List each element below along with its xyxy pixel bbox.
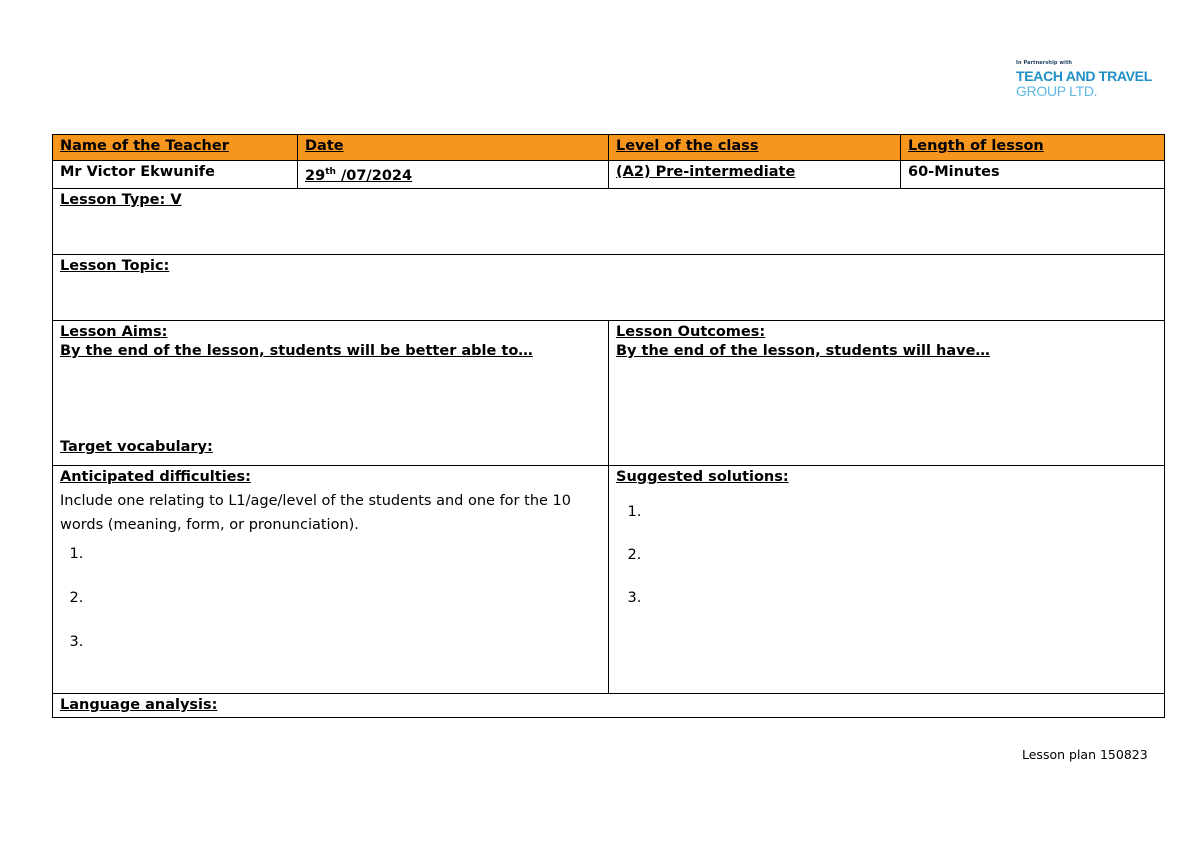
date-day: 29 xyxy=(305,167,326,184)
difficulties-solutions-row xyxy=(53,465,1165,693)
language-analysis-row xyxy=(53,693,1165,717)
difficulties-list xyxy=(60,545,601,677)
level-value: (A2) Pre-intermediate xyxy=(609,161,901,189)
date-suffix: th xyxy=(325,167,336,177)
teacher-value: Mr Victor Ekwunife xyxy=(53,161,298,189)
lesson-plan-table xyxy=(52,134,1165,718)
lesson-topic-cell xyxy=(53,254,1165,320)
difficulties-cell xyxy=(53,465,609,693)
partner-logo xyxy=(1016,60,1152,98)
difficulties-label: Anticipated difficulties: xyxy=(60,468,251,485)
target-vocabulary-label: Target vocabulary: xyxy=(60,438,213,455)
date-value xyxy=(298,161,609,189)
date-rest: /07/2024 xyxy=(335,167,413,184)
aims-outcomes-row xyxy=(53,320,1165,465)
difficulties-description: Include one relating to L1/age/level of the students and one for the 10 words (meaning, form, or pronunciation). xyxy=(60,492,571,533)
date-header: Date xyxy=(298,135,609,161)
solution-item xyxy=(646,546,1157,589)
lesson-type-row xyxy=(53,188,1165,254)
level-header: Level of the class xyxy=(609,135,901,161)
lesson-type-cell xyxy=(53,188,1165,254)
language-analysis-label: Language analysis: xyxy=(60,696,218,713)
lesson-aims-label: Lesson Aims: xyxy=(60,323,168,340)
lesson-topic-label: Lesson Topic: xyxy=(60,257,170,274)
solution-item xyxy=(646,503,1157,546)
length-value: 60-Minutes xyxy=(901,161,1165,189)
difficulty-item xyxy=(88,545,601,589)
difficulty-item xyxy=(88,589,601,633)
values-row xyxy=(53,161,1165,189)
lesson-outcomes-cell xyxy=(609,320,1165,465)
lesson-outcomes-prompt: By the end of the lesson, students will have… xyxy=(616,342,990,359)
solution-item xyxy=(646,589,1157,632)
logo-tagline: In Partnership with xyxy=(1016,60,1073,66)
footer-label: Lesson plan 150823 xyxy=(1022,747,1148,762)
teacher-header: Name of the Teacher xyxy=(53,135,298,161)
difficulty-item xyxy=(88,633,601,677)
logo-line-2: GROUP LTD. xyxy=(1016,83,1098,99)
language-analysis-cell xyxy=(53,693,1165,717)
length-header: Length of lesson xyxy=(901,135,1165,161)
lesson-outcomes-label: Lesson Outcomes: xyxy=(616,323,766,340)
header-row xyxy=(53,135,1165,161)
logo-line-1: TEACH AND TRAVEL xyxy=(1016,68,1152,84)
solutions-cell xyxy=(609,465,1165,693)
lesson-aims-cell xyxy=(53,320,609,465)
solutions-list xyxy=(616,503,1157,632)
lesson-type-label: Lesson Type: V xyxy=(60,191,182,208)
lesson-aims-prompt: By the end of the lesson, students will be better able to… xyxy=(60,342,533,359)
lesson-topic-row xyxy=(53,254,1165,320)
solutions-label: Suggested solutions: xyxy=(616,468,789,485)
